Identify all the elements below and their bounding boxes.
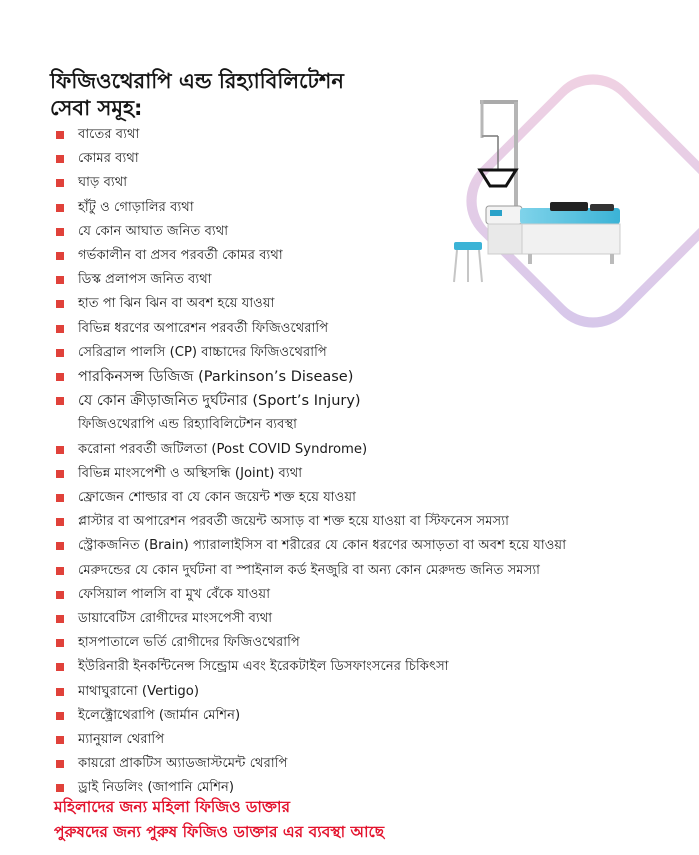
footer-note	[54, 795, 384, 845]
list-item: ফ্রোজেন শোল্ডার বা যে কোন জয়েন্ট শক্ত হয়ে যাওয়া	[56, 486, 696, 510]
list-item: মাথাঘুরানো (Vertigo)	[56, 680, 696, 704]
title-line-2: সেবা সমূহ:	[50, 96, 143, 120]
diamond-frame	[447, 55, 699, 346]
list-item: বিভিন্ন ধরণের অপারেশন পরবর্তী ফিজিওথেরাপি	[56, 317, 696, 341]
list-item: যে কোন ক্রীড়াজনিত দুর্ঘটনার (Sport’s Injury)	[56, 389, 696, 413]
list-item: বাতের ব্যথা	[56, 123, 696, 147]
list-item: গর্ভকালীন বা প্রসব পরবর্তী কোমর ব্যথা	[56, 244, 696, 268]
list-item: ইলেক্ট্রোথেরাপি (জার্মান মেশিন)	[56, 704, 696, 728]
list-item-continuation: ফিজিওথেরাপি এন্ড রিহ্যাবিলিটেশন ব্যবস্থা	[78, 417, 297, 433]
list-item: ম্যানুয়াল থেরাপি	[56, 728, 696, 752]
list-item: হাত পা ঝিন ঝিন বা অবশ হয়ে যাওয়া	[56, 292, 696, 316]
list-item: স্ট্রোকজনিত (Brain) প্যারালাইসিস বা শরীরের যে কোন ধরণের অসাড়তা বা অবশ হয়ে যাওয়া	[56, 534, 696, 558]
list-item: ডায়াবেটিস রোগীদের মাংসপেসী ব্যথা	[56, 607, 696, 631]
page-title	[50, 68, 344, 122]
list-item: করোনা পরবর্তী জটিলতা (Post COVID Syndrome)	[56, 438, 696, 462]
equipment-frame	[440, 30, 699, 360]
list-item: ঘাড় ব্যথা	[56, 171, 696, 195]
list-item: হাঁটু ও গোড়ালির ব্যথা	[56, 196, 696, 220]
footer-line-2: পুরুষদের জন্য পুরুষ ফিজিও ডাক্তার এর ব্যবস্থা আছে	[54, 823, 385, 841]
list-item: কায়রো প্রাকটিস অ্যাডজাস্টমেন্ট থেরাপি	[56, 752, 696, 776]
list-item: ফেসিয়াল পালসি বা মুখ বেঁকে যাওয়া	[56, 583, 696, 607]
list-item: ড্রাই নিডলিং (জাপানি মেশিন)	[56, 776, 696, 800]
list-item: মেরুদন্ডের যে কোন দুর্ঘটনা বা স্পাইনাল কর্ড ইনজুরি বা অন্য কোন মেরুদন্ড জনিত সমস্যা	[56, 559, 696, 583]
list-item: কোমর ব্যথা	[56, 147, 696, 171]
list-item: বিভিন্ন মাংসপেশী ও অস্থিসন্ধি (Joint) ব্যথা	[56, 462, 696, 486]
list-item: হাসপাতালে ভর্তি রোগীদের ফিজিওথেরাপি	[56, 631, 696, 655]
list-item: প্লাস্টার বা অপারেশন পরবর্তী জয়েন্ট অসাড় বা শক্ত হয়ে যাওয়া বা স্টিফনেস সমস্যা	[56, 510, 696, 534]
footer-line-1: মহিলাদের জন্য মহিলা ফিজিও ডাক্তার	[54, 798, 291, 816]
list-item: যে কোন আঘাত জনিত ব্যথা	[56, 220, 696, 244]
list-item: সেরিব্রাল পালসি (CP) বাচ্চাদের ফিজিওথেরাপি	[56, 341, 696, 365]
title-line-1: ফিজিওথেরাপি এন্ড রিহ্যাবিলিটেশন	[50, 69, 344, 93]
list-item: পারকিনসন্স ডিজিজ (Parkinson’s Disease)	[56, 365, 696, 389]
list-item: ইউরিনারী ইনকন্টিনেন্স সিন্ড্রোম এবং ইরেকটাইল ডিসফাংসনের চিকিৎসা	[56, 655, 696, 679]
list-item: ডিস্ক প্রলাপস জনিত ব্যথা	[56, 268, 696, 292]
